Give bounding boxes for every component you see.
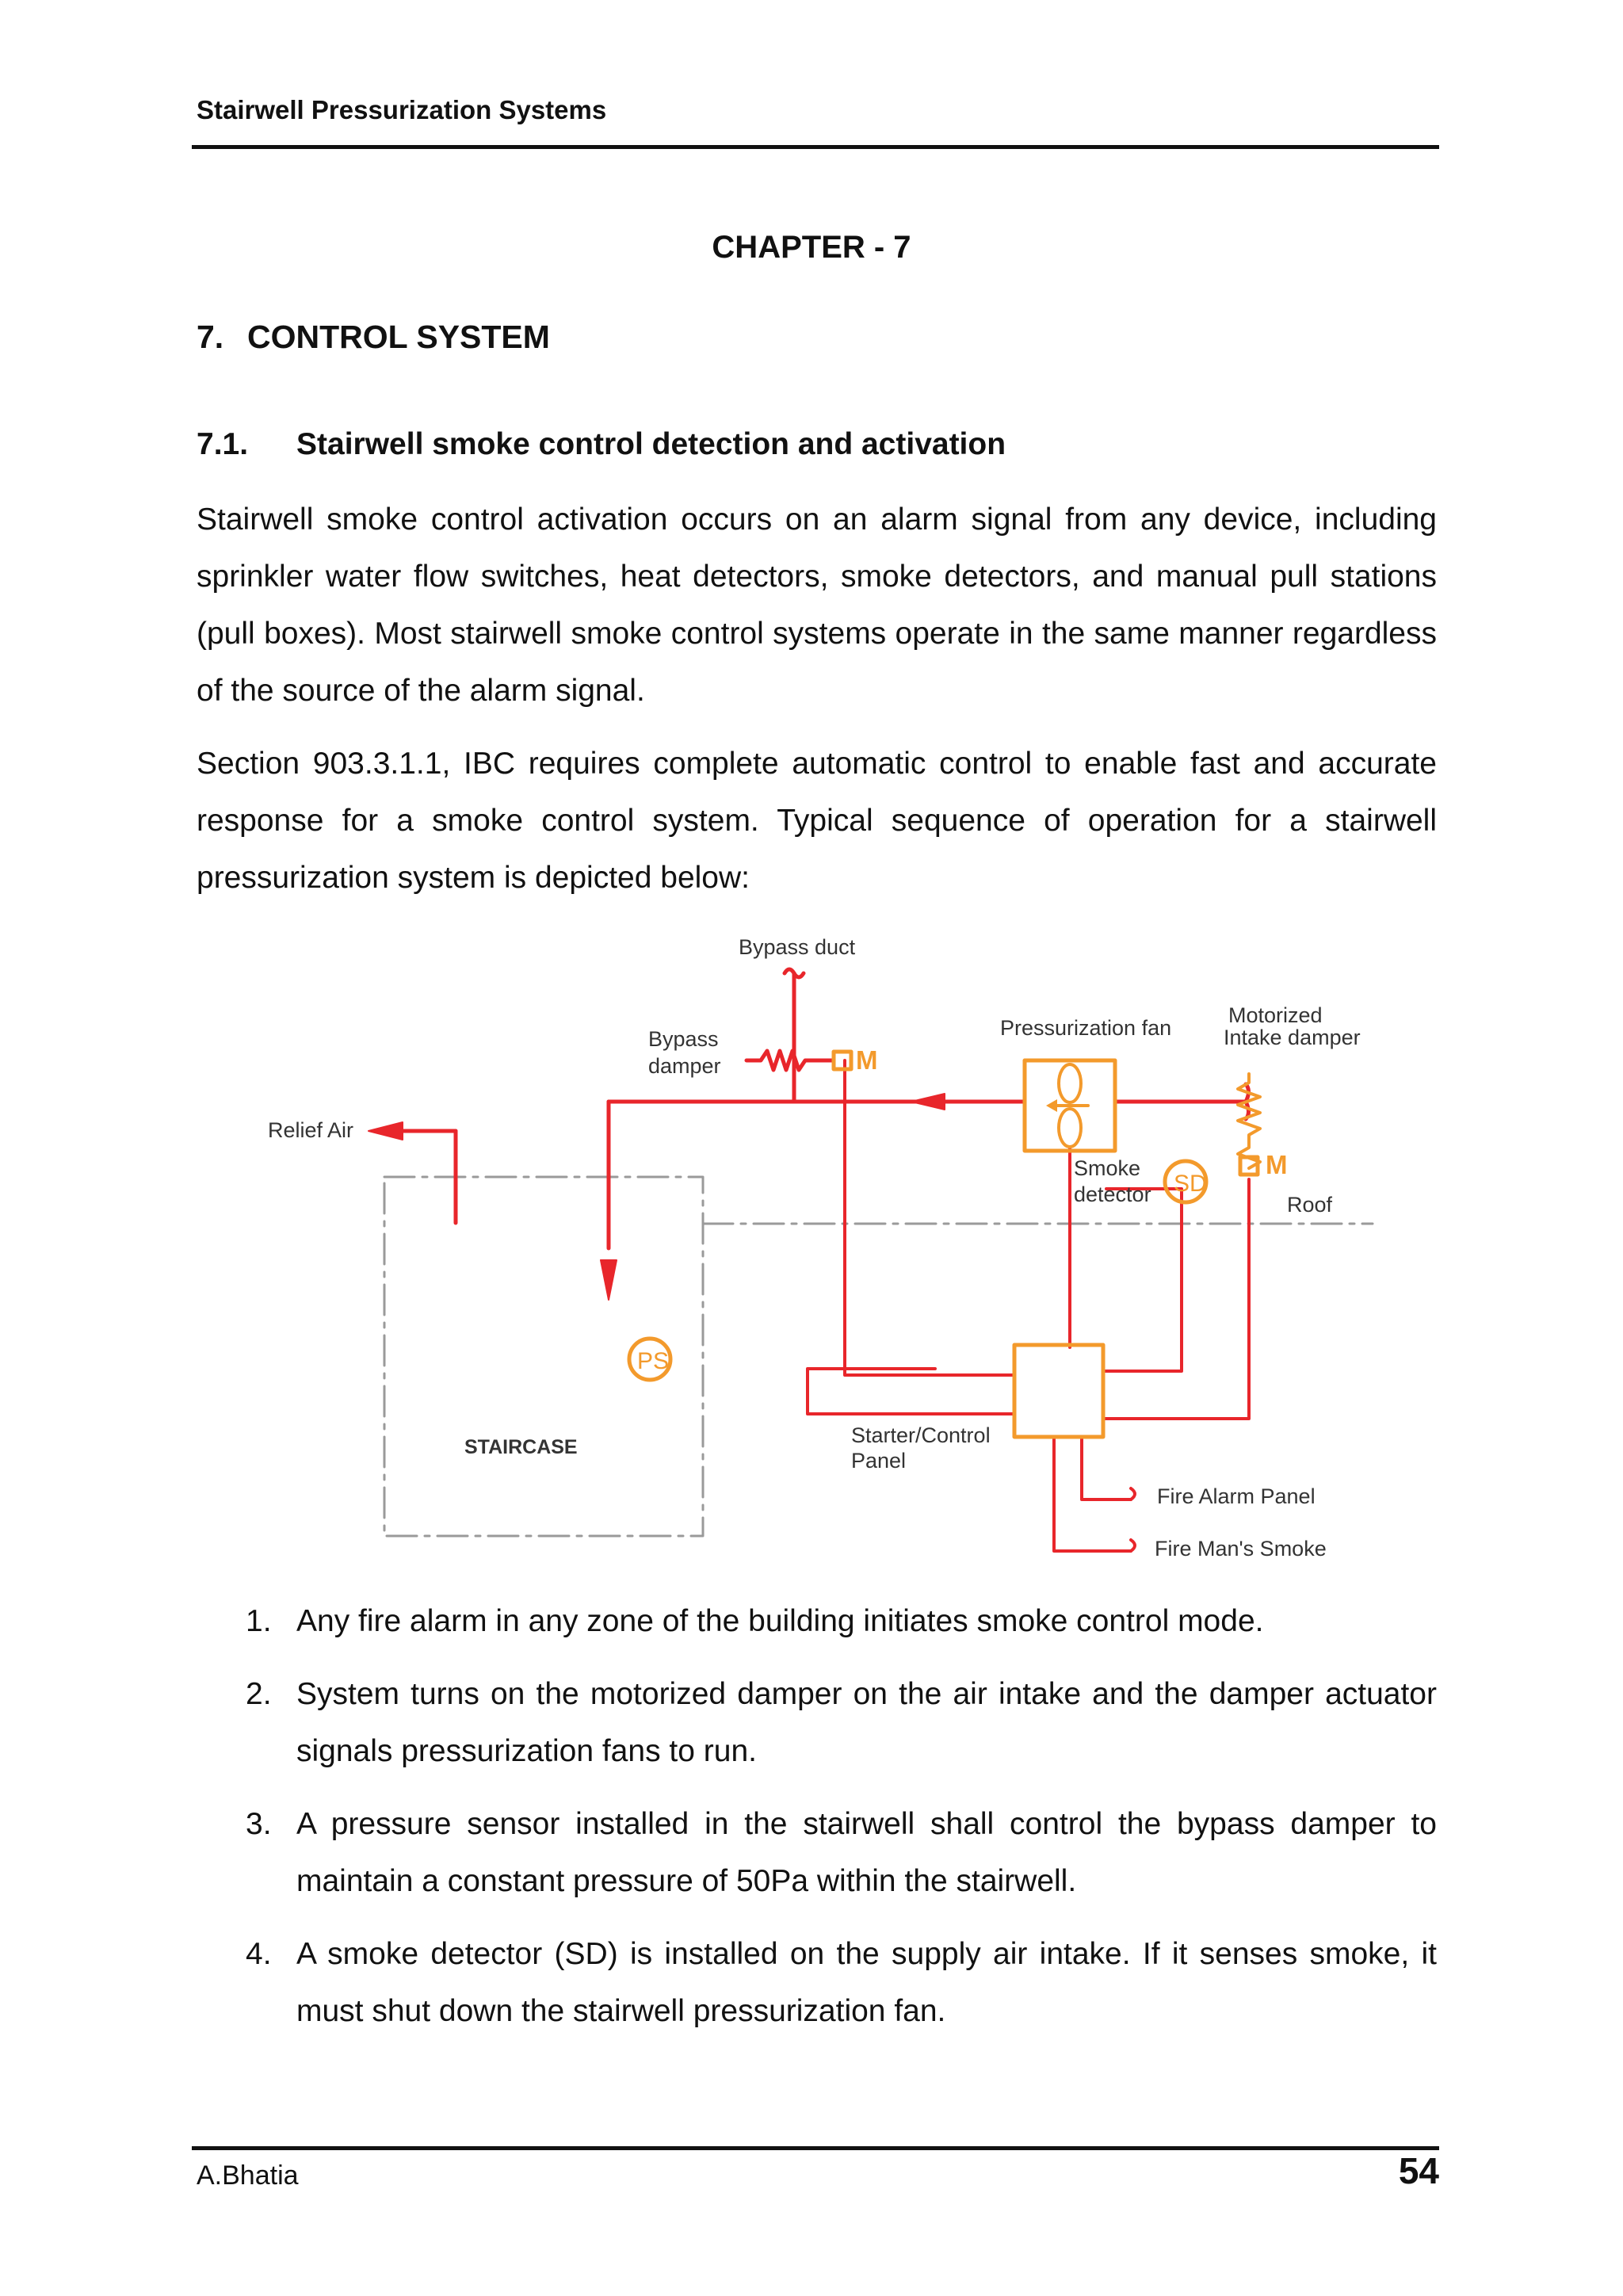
label-motorized: Motorized: [1228, 1003, 1323, 1027]
label-starter-panel: Panel: [851, 1449, 907, 1473]
header-rule: [192, 145, 1439, 149]
page-number: 54: [1398, 2150, 1439, 2191]
list-item: [197, 1926, 1437, 2040]
subsection-heading: [197, 427, 1006, 462]
bypass-damper-motor: [834, 1052, 851, 1069]
list-item-number: 3.: [246, 1807, 272, 1841]
list-item-number: 1.: [246, 1604, 272, 1638]
label-pressurization-fan: Pressurization fan: [1000, 1016, 1172, 1040]
label-bypass-duct: Bypass duct: [739, 935, 856, 959]
section-number: 7.: [197, 319, 224, 355]
subsection-number: 7.1.: [197, 427, 249, 461]
list-item: [197, 1796, 1437, 1910]
label-staircase: STAIRCASE: [464, 1436, 578, 1458]
starter-control-panel: [1014, 1345, 1103, 1437]
label-ps: PS: [637, 1348, 670, 1374]
control-wiring: [808, 1060, 1249, 1551]
footer-rule: [192, 2146, 1439, 2150]
label-fire-alarm-panel: Fire Alarm Panel: [1157, 1484, 1316, 1508]
sequence-list: [197, 1593, 1437, 2056]
list-item-number: 2.: [246, 1677, 272, 1711]
label-intake-motor: M: [1266, 1150, 1288, 1179]
subsection-title: Stairwell smoke control detection and activation: [296, 427, 1006, 461]
label-bypass-motor: M: [856, 1045, 878, 1075]
section-title: CONTROL SYSTEM: [247, 319, 550, 355]
running-header: Stairwell Pressurization Systems: [197, 95, 607, 124]
label-intake-damper: Intake damper: [1224, 1026, 1361, 1049]
relief-air-arrow: [369, 1122, 403, 1140]
label-roof: Roof: [1287, 1193, 1333, 1217]
list-item-text: Any fire alarm in any zone of the building initiates smoke control mode.: [296, 1604, 1264, 1638]
label-bypass-damper-1: Bypass: [648, 1027, 719, 1051]
list-item: [197, 1666, 1437, 1780]
supply-down-arrow: [601, 1260, 617, 1300]
pressurization-schematic: [262, 927, 1387, 1577]
label-smoke: Smoke: [1074, 1156, 1141, 1180]
label-starter-control: Starter/Control: [851, 1423, 991, 1447]
body-paragraph-1: Stairwell smoke control activation occurs on an alarm signal from any device, including sprinkler water flow switches, heat detectors, smoke detectors, and manual pull stations (pull boxes). Most stairwell smoke control systems operate in the same manner regardless of the source of the alarm signal.: [197, 502, 1437, 708]
list-item-text: System turns on the motorized damper on the air intake and the damper actuator signals pressurization fans to run.: [296, 1677, 1437, 1768]
section-heading: [197, 319, 550, 356]
chapter-title: CHAPTER - 7: [712, 230, 911, 265]
body-paragraph-2: Section 903.3.1.1, IBC requires complete automatic control to enable fast and accurate response for a smoke control system. Typical sequence of operation for a stairwell pressurization system is depicted below:: [197, 747, 1437, 895]
list-item-text: A pressure sensor installed in the stairwell shall control the bypass damper to maintain a constant pressure of 50Pa within the stairwell.: [296, 1807, 1437, 1898]
label-bypass-damper-2: damper: [648, 1054, 721, 1078]
supply-duct: [400, 969, 1249, 1248]
list-item-text: A smoke detector (SD) is installed on the supply air intake. If it senses smoke, it must shut down the stairwell pressurization fan.: [296, 1937, 1437, 2028]
duct-flow-arrow: [911, 1094, 945, 1110]
label-fire-mans-smoke: Fire Man's Smoke: [1155, 1537, 1327, 1561]
list-item: [197, 1593, 1437, 1650]
label-relief-air: Relief Air: [268, 1118, 354, 1142]
label-sd: SD: [1174, 1171, 1207, 1197]
footer-author: A.Bhatia: [197, 2160, 299, 2191]
label-detector: detector: [1074, 1182, 1151, 1206]
list-item-number: 4.: [246, 1937, 272, 1971]
